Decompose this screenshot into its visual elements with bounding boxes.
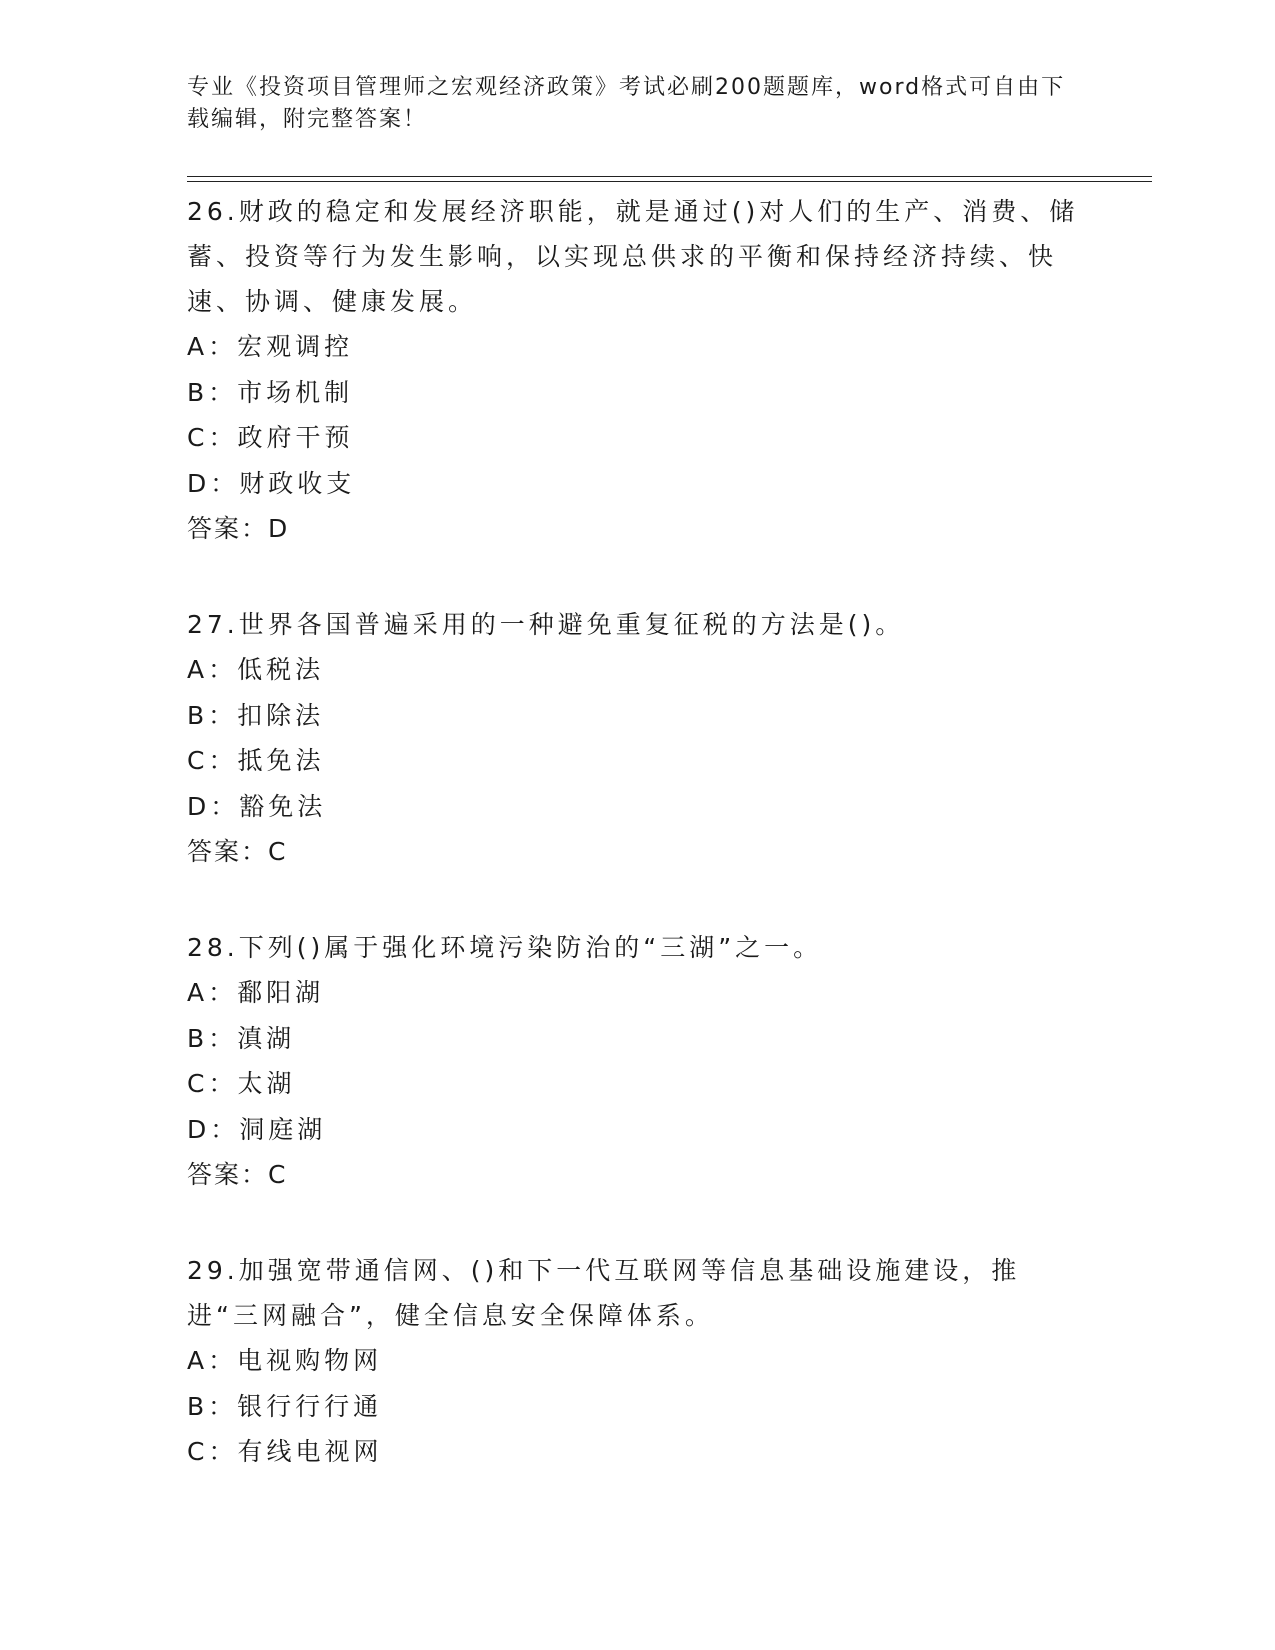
option-c: C：政府干预 [187, 423, 354, 452]
option-c: C：有线电视网 [187, 1437, 383, 1466]
question-27 [187, 602, 1087, 874]
answer-line: 答案：C [187, 1160, 288, 1189]
option-b: B：市场机制 [187, 377, 354, 407]
option-d: D：财政收支 [187, 468, 356, 498]
answer-line: 答案：C [187, 837, 288, 866]
option-c: C：太湖 [187, 1069, 296, 1098]
option-b: B：扣除法 [187, 700, 325, 730]
option-d: D：洞庭湖 [187, 1114, 327, 1144]
document-header: 专业《投资项目管理师之宏观经济政策》考试必刷200题题库，word格式可自由下载编辑，附完整答案！ [187, 75, 1066, 132]
option-c: C：抵免法 [187, 746, 325, 775]
question-26 [187, 189, 1087, 551]
option-a: A：电视购物网 [187, 1346, 383, 1375]
option-d: D：豁免法 [187, 791, 327, 821]
answer-line: 答案：D [187, 514, 290, 543]
question-stem: 27.世界各国普遍采用的一种避免重复征税的方法是()。 [187, 610, 905, 639]
question-28 [187, 925, 1087, 1197]
question-list [187, 189, 1087, 1526]
question-stem: 29.加强宽带通信网、()和下一代互联网等信息基础设施建设，推进“三网融合”，健全信息安全保障体系。 [187, 1256, 1021, 1330]
header-divider-top [187, 176, 1152, 177]
option-a: A：鄱阳湖 [187, 978, 325, 1007]
header-divider-bottom [187, 181, 1152, 182]
option-a: A：宏观调控 [187, 332, 354, 361]
question-stem: 26.财政的稳定和发展经济职能，就是通过()对人们的生产、消费、储蓄、投资等行为发生影响，以实现总供求的平衡和保持经济持续、快速、协调、健康发展。 [187, 197, 1079, 316]
question-29 [187, 1248, 1087, 1475]
option-b: B：滇湖 [187, 1023, 296, 1053]
question-stem: 28.下列()属于强化环境污染防治的“三湖”之一。 [187, 933, 823, 962]
option-b: B：银行行行通 [187, 1391, 383, 1421]
option-a: A：低税法 [187, 655, 325, 684]
